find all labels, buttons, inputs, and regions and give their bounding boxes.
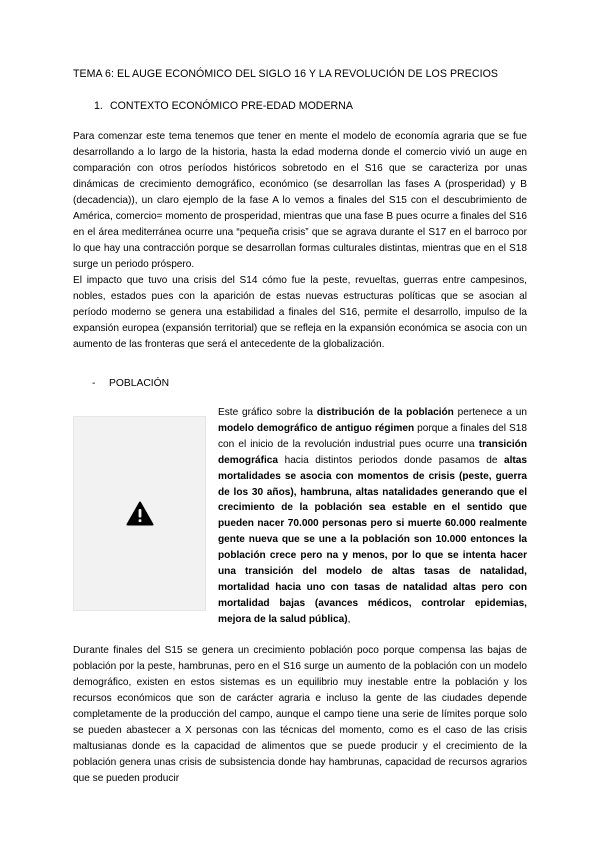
paragraph-context: Para comenzar este tema tenemos que tener en mente el modelo de economía agraria que se fue desarrollando a lo largo de la historia, hasta la edad moderna donde el comercio vivió un auge en comparación con otros períodos históricos sobretodo en el S16 que se caracteriza por unas dinámicas de crecimiento demográfico, económico (se desarrollan las fases A (prosperidad) y B (decadencia)), un claro ejemplo de la fase A lo vemos a finales del S15 con el descubrimiento de América, comercio= momento de prosperidad, mientras que una fase B pues ocurre a finales del S16 en el área mediterránea ocurre una “pequeña crisis” que se agrava durante el S17 en el barroco por lo que hay una contracción porque se desarrollan formas culturales distintas, mientras que en el S18 surge un periodo próspero.	[73, 131, 527, 270]
section-heading	[94, 100, 353, 112]
section-label: CONTEXTO ECONÓMICO PRE-EDAD MODERNA	[110, 100, 353, 112]
broken-image-placeholder	[73, 416, 206, 611]
paragraph-impact: El impacto que tuvo una crisis del S14 cómo fue la peste, revueltas, guerras entre campesinos, nobles, estados pues con la aparición de estas nuevas estructuras políticas que se asocian al período moderno se genera una estabilidad a finales del S16, permite el desarrollo, impulso de la expansión europea (expansión territorial) que se refleja en la expansión económica se asocia con un aumento de las fronteras que será el antecedente de la globalización.	[73, 275, 527, 350]
paragraph-population-growth: Durante finales del S15 se genera un crecimiento población poco porque compensa las bajas de población por la peste, hambrunas, pero en el S16 surge un aumento de la población con un modelo demográfico, existen en estos sistemas es un equilibrio muy inestable entre la población y los recursos económicos que son de carácter agraria e incluso la gente de las ciudades depende completamente de la producción del campo, aunque el campo tiene una serie de límites porque solo se pueden abastecer a X personas con las técnicas del momento, como es el caso de las crisis maltusianas donde es la capacidad de alimentos que se puede producir y el crecimiento de la población genera unas crisis de subsistencia donde hay hambrunas, capacidad de recursos agrarios que se pueden producir	[73, 645, 527, 784]
warning-icon	[126, 501, 154, 526]
paragraph-population-chart: Este gráfico sobre la distribución de la población pertenece a un modelo demográfico de antiguo régimen porque a finales del S18 con el inicio de la revolución industrial pues ocurre una transición demográfica hacia distintos periodos donde pasamos de altas mortalidades se asocia con momentos de crisis (peste, guerra de los 30 años), hambruna, altas natalidades generando que el crecimiento de la población sea estable en el sentido que pueden nacer 70.000 personas pero si muerte 60.000 realmente gente nueva que se une a la población son 10.000 entonces la población crece pero na y menos, por lo que se intenta hacer una transición del modelo de altas tasas de natalidad, mortalidad hacia uno con tasas de natalidad altas pero con mortalidad bajas (avances médicos, controlar epidemias, mejora de la salud pública),	[218, 407, 527, 625]
bullet-dash: -	[92, 378, 96, 389]
document-title: TEMA 6: EL AUGE ECONÓMICO DEL SIGLO 16 Y LA REVOLUCIÓN DE LOS PRECIOS	[73, 68, 498, 80]
section-number: 1.	[94, 100, 103, 112]
subsection-label: POBLACIÓN	[109, 378, 170, 389]
subsection-heading	[92, 378, 169, 389]
